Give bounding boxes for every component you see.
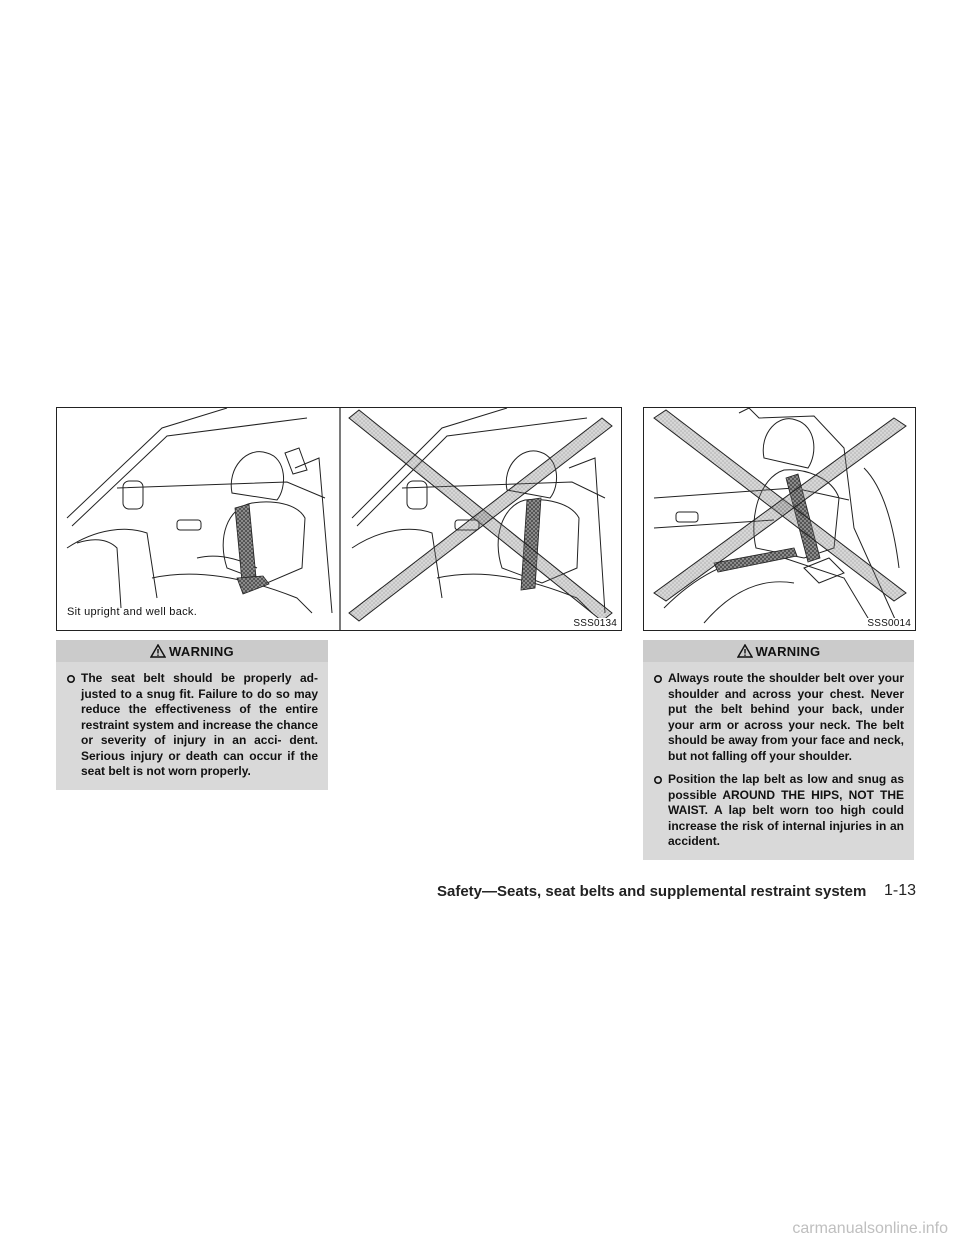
cross-mark-icon <box>349 410 612 621</box>
warning-heading: WARNING <box>755 643 821 659</box>
correct-posture-panel <box>67 408 332 613</box>
seatbelt-illustration-left <box>57 408 621 630</box>
warning-item-text: The seat belt should be properly ad- justed to a snug fit. Failure to do so may reduce the effectiveness of the entire restraint system and increase the chance or severity of injury in an acci- dent. Serious injury or death can occur if the seat belt is not worn properly. <box>81 671 318 778</box>
circle-bullet-icon <box>653 671 663 690</box>
figure-sss0014 <box>643 407 916 631</box>
warning-box-right <box>643 640 914 860</box>
page-number: 1-13 <box>884 882 917 899</box>
warning-header <box>643 640 914 662</box>
figure-code: SSS0134 <box>573 618 617 629</box>
circle-bullet-icon <box>653 772 663 791</box>
warning-box-left <box>56 640 328 790</box>
seatbelt-illustration-right <box>644 408 915 630</box>
warning-item <box>66 671 318 780</box>
warning-triangle-icon <box>150 644 166 658</box>
watermark: carmanualsonline.info <box>792 1220 948 1237</box>
circle-bullet-icon <box>66 671 76 690</box>
warning-item <box>653 671 904 764</box>
warning-item-text: Always route the shoulder belt over your shoulder and across your chest. Never put the belt behind your back, under your arm or across your neck. The belt should be away from your face and neck, but not falling off your shoulder. <box>668 671 904 763</box>
warning-item-text: Position the lap belt as low and snug as possible AROUND THE HIPS, NOT THE WAIST. A lap belt worn too high could increase the risk of internal injuries in an accident. <box>668 772 904 848</box>
cross-mark-icon <box>654 410 906 601</box>
figure-caption: Sit upright and well back. <box>67 606 198 618</box>
warning-item <box>653 772 904 850</box>
warning-header <box>56 640 328 662</box>
figure-sss0134 <box>56 407 622 631</box>
figure-code: SSS0014 <box>867 618 911 629</box>
section-title: Safety—Seats, seat belts and supplemental restraint system <box>437 883 867 900</box>
warning-triangle-icon <box>737 644 753 658</box>
warning-heading: WARNING <box>169 643 234 659</box>
